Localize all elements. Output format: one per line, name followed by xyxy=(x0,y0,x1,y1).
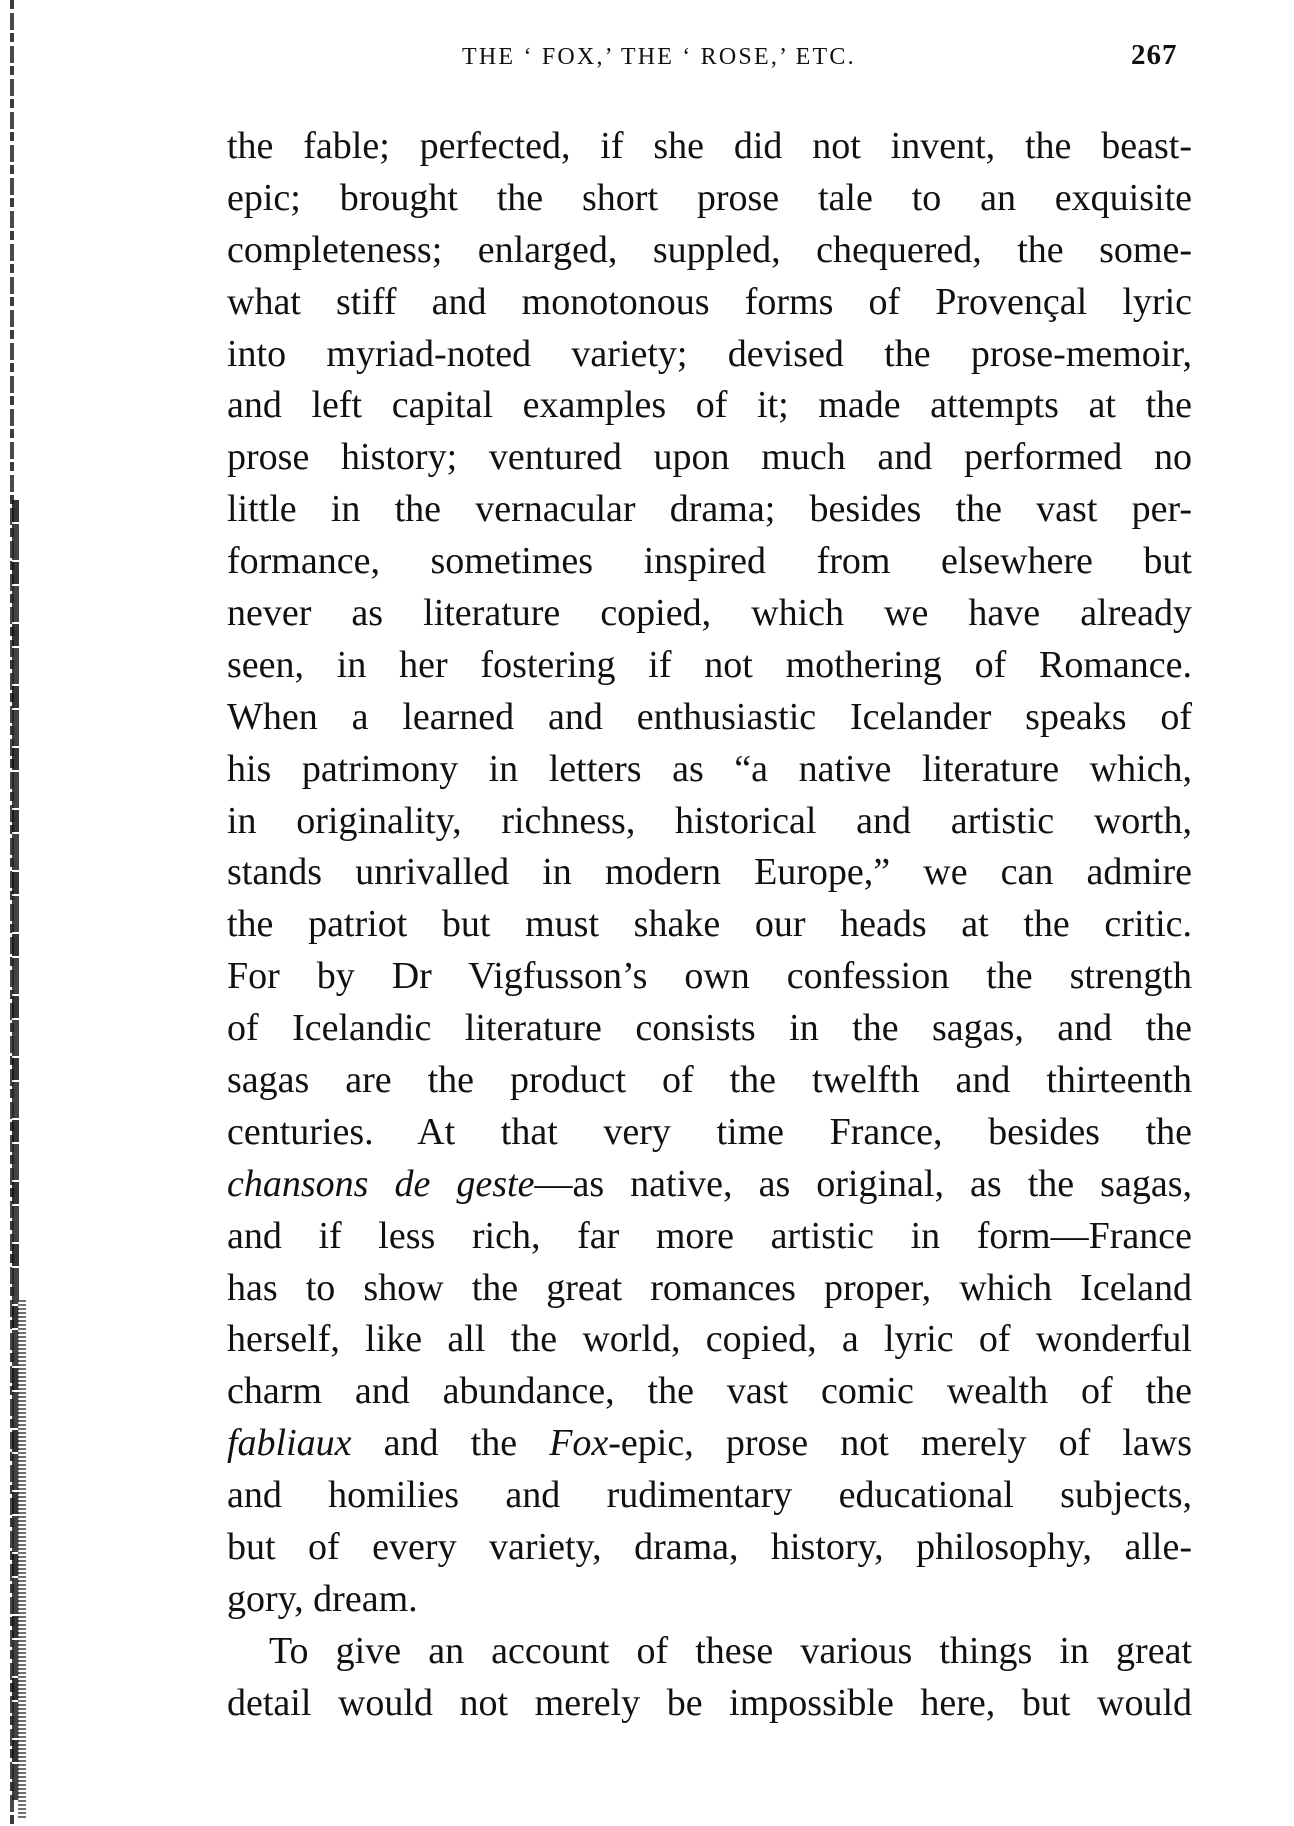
text-segment: prose history; ventured upon much and performed no xyxy=(227,436,1192,479)
text-line xyxy=(227,1159,1192,1211)
text-line xyxy=(227,951,1192,1003)
text-segment: When a learned and enthusiastic Icelander speaks of xyxy=(227,695,1192,738)
text-segment: the fable; perfected, if she did not invent, the beast- xyxy=(227,125,1192,167)
text-line xyxy=(227,380,1192,432)
text-segment: —as native, as original, as the sagas, xyxy=(534,1162,1192,1205)
text-segment: -epic, prose not merely of laws xyxy=(608,1422,1192,1465)
text-line xyxy=(227,225,1192,277)
text-line xyxy=(227,1211,1192,1263)
text-line xyxy=(227,847,1192,899)
text-segment: never as literature copied, which we have already xyxy=(227,592,1192,635)
text-segment: centuries. At that very time France, besides the xyxy=(227,1110,1192,1153)
text-line xyxy=(227,1522,1192,1574)
text-line xyxy=(227,1055,1192,1107)
text-line xyxy=(227,1003,1192,1055)
text-line xyxy=(227,744,1192,796)
text-line xyxy=(227,536,1192,588)
text-segment: into myriad-noted variety; devised the prose-memoir, xyxy=(227,332,1192,375)
text-segment: stands unrivalled in modern Europe,” we can admire xyxy=(227,851,1192,894)
text-segment: the patriot but must shake our heads at the critic. xyxy=(227,903,1192,946)
text-segment: epic; brought the short prose tale to an exquisite xyxy=(227,176,1192,219)
text-segment: sagas are the product of the twelfth and thirteenth xyxy=(227,1059,1192,1102)
text-segment: completeness; enlarged, suppled, chequered, the some- xyxy=(227,228,1192,271)
text-segment: For by Dr Vigfusson’s own confession the strength xyxy=(227,955,1192,998)
text-segment: what stiff and monotonous forms of Provençal lyric xyxy=(227,280,1192,323)
text-segment: charm and abundance, the vast comic wealth of the xyxy=(227,1370,1192,1413)
text-line xyxy=(227,277,1192,329)
text-segment: herself, like all the world, copied, a lyric of wonderful xyxy=(227,1318,1192,1361)
body-text xyxy=(227,121,1192,1730)
text-line xyxy=(227,1366,1192,1418)
text-line xyxy=(227,121,1192,173)
text-segment: of Icelandic literature consists in the sagas, and the xyxy=(227,1007,1192,1050)
text-line xyxy=(227,484,1192,536)
text-segment: but of every variety, drama, history, philosophy, alle- xyxy=(227,1526,1192,1569)
text-line xyxy=(227,329,1192,381)
text-line xyxy=(227,1678,1192,1730)
text-segment: and homilies and rudimentary educational subjects, xyxy=(227,1474,1192,1517)
text-line xyxy=(227,692,1192,744)
text-line xyxy=(227,173,1192,225)
italic-phrase: Fox xyxy=(549,1422,609,1465)
text-segment: has to show the great romances proper, which Iceland xyxy=(227,1266,1192,1309)
text-line xyxy=(227,1418,1192,1470)
text-line xyxy=(227,1314,1192,1366)
text-segment: gory, dream. xyxy=(227,1577,418,1620)
text-line xyxy=(227,1626,1192,1678)
text-line xyxy=(227,1470,1192,1522)
text-segment: in originality, richness, historical and artistic worth, xyxy=(227,799,1192,842)
text-line xyxy=(227,1574,1192,1626)
italic-phrase: chansons de geste xyxy=(227,1162,535,1205)
text-segment: formance, sometimes inspired from elsewhere but xyxy=(227,540,1192,583)
text-line xyxy=(227,588,1192,640)
page-number: 267 xyxy=(1131,39,1178,71)
text-segment: seen, in her fostering if not mothering of Romance. xyxy=(227,643,1192,686)
italic-phrase: fabliaux xyxy=(227,1422,352,1465)
scan-gutter-fringe xyxy=(18,1300,26,1820)
text-line xyxy=(227,640,1192,692)
text-line xyxy=(227,899,1192,951)
text-segment: his patrimony in letters as “a native literature which, xyxy=(227,747,1192,790)
text-line xyxy=(227,1263,1192,1315)
text-segment: and left capital examples of it; made attempts at the xyxy=(227,384,1192,427)
text-segment: little in the vernacular drama; besides the vast per- xyxy=(227,488,1192,531)
text-segment: and the xyxy=(351,1422,550,1465)
text-segment: detail would not merely be impossible here, but would xyxy=(227,1681,1192,1724)
text-line xyxy=(227,1107,1192,1159)
text-segment: and if less rich, far more artistic in form—France xyxy=(227,1214,1192,1257)
text-line xyxy=(227,796,1192,848)
running-head: THE ‘ FOX,’ THE ‘ ROSE,’ ETC. xyxy=(462,44,856,70)
text-segment: To give an account of these various things in great xyxy=(269,1629,1192,1672)
text-line xyxy=(227,432,1192,484)
